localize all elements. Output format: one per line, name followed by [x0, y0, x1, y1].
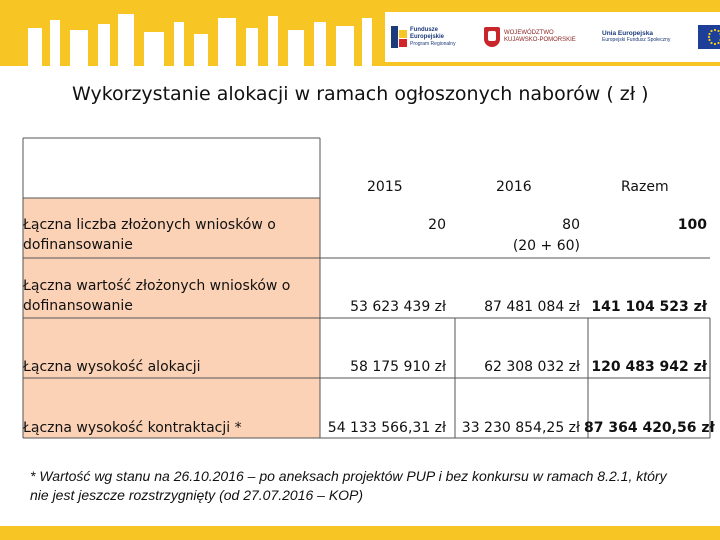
- row1-2016: 80: [562, 217, 580, 233]
- fe-line-2: Europejskie: [410, 33, 445, 40]
- row4-2015: 54 133 566,31 zł: [327, 420, 446, 436]
- footnote: * Wartość wg stanu na 26.10.2016 – po aneksach projektów PUP i bez konkursu w ramach 8.2.1, który nie jest jeszcze rozstrzygnięty (od 27.07.2016 – KOP): [30, 468, 667, 503]
- row-label-contracting: Łączna wysokość kontraktacji *: [23, 420, 242, 436]
- row-label-applications-value: Łączna wartość złożonych wniosków o dofinansowanie: [23, 278, 291, 314]
- row4-total: 87 364 420,56 zł: [584, 420, 715, 436]
- column-header-total: Razem: [621, 179, 669, 195]
- fe-line-1: Fundusze: [410, 26, 438, 33]
- row3-total: 120 483 942 zł: [591, 359, 707, 375]
- row-label-allocation: Łączna wysokość alokacji: [23, 359, 201, 375]
- row2-2016: 87 481 084 zł: [484, 299, 580, 315]
- column-header-2016: 2016: [496, 179, 532, 195]
- row3-2015: 58 175 910 zł: [350, 359, 446, 375]
- row1-total: 100: [677, 217, 707, 233]
- region-line-2: KUJAWSKO-POMORSKIE: [504, 37, 576, 43]
- eu-line-2: Europejski Fundusz Społeczny: [602, 37, 671, 43]
- row3-2016: 62 308 032 zł: [484, 359, 580, 375]
- fe-line-3: Program Regionalny: [410, 40, 456, 47]
- region-line-1: WOJEWÓDZTWO: [504, 30, 554, 36]
- eu-line-1: Unia Europejska: [602, 30, 653, 37]
- row2-total: 141 104 523 zł: [591, 299, 707, 315]
- row1-2016-note: (20 + 60): [512, 238, 580, 254]
- row-label-applications-count: Łączna liczba złożonych wniosków o dofinansowanie: [23, 217, 276, 253]
- row1-2015: 20: [428, 217, 446, 233]
- column-header-2015: 2015: [367, 179, 403, 195]
- footer-banner: [0, 526, 720, 540]
- row4-2016: 33 230 854,25 zł: [461, 420, 580, 436]
- page-title: Wykorzystanie alokacji w ramach ogłoszonych naborów ( zł ): [72, 83, 649, 105]
- row2-2015: 53 623 439 zł: [350, 299, 446, 315]
